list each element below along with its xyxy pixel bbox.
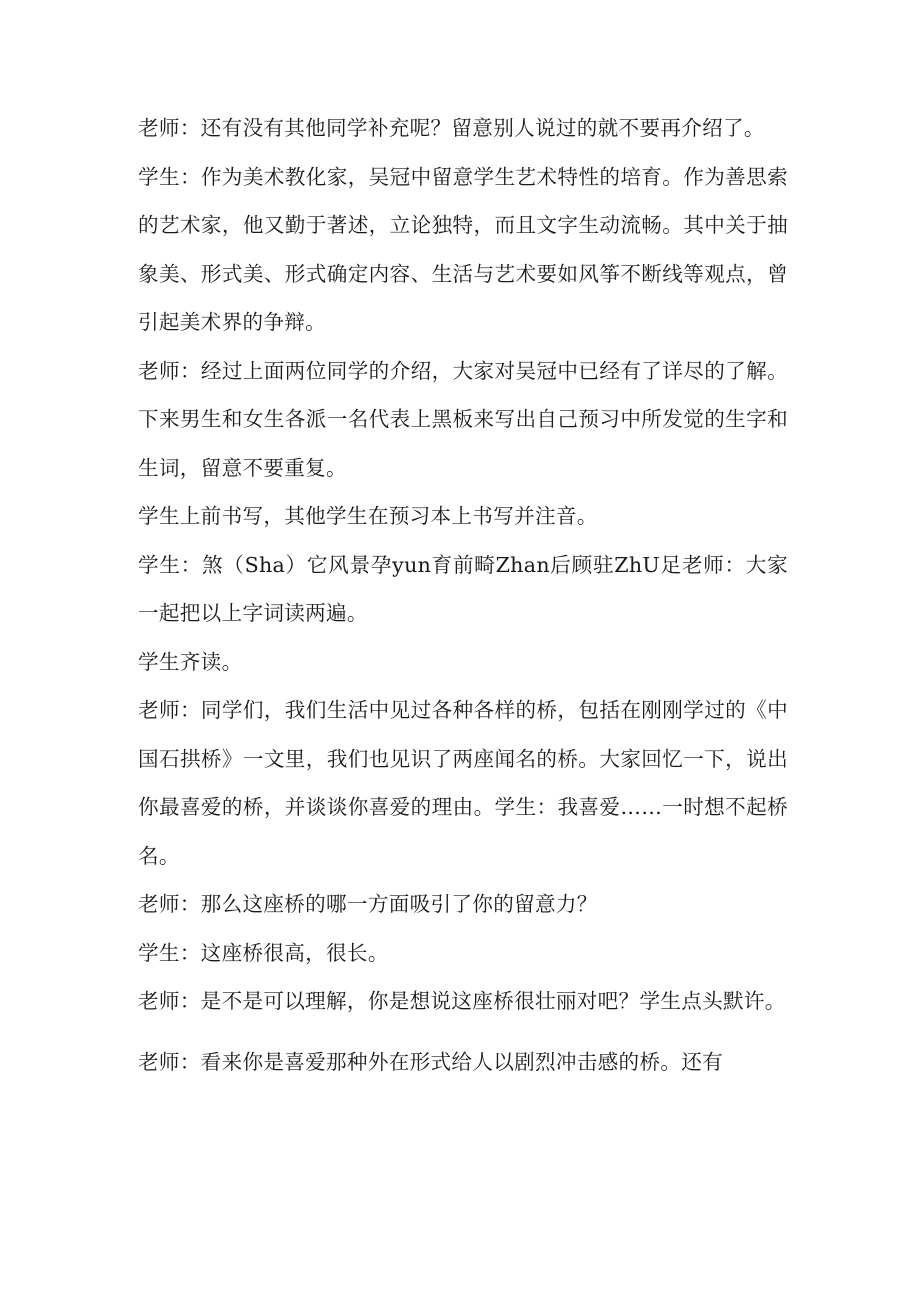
paragraph-students-read: 学生齐读。 — [138, 649, 243, 674]
paragraph-teacher-ask-supplement: 老师：还有没有其他同学补充呢？留意别人说过的就不要再介绍了。 — [138, 116, 765, 140]
paragraph-student-wu-guanzhong: 学生：作为美术教化家，吴冠中留意学生艺术特性的培育。作为善思索的艺术家，他又勤于著述，立论独特，而且文字生动流畅。其中关于抽象美、形式美、形式确定内容、生活与艺术要如风筝不断线等观点，曾引起美术界的争辩。 — [138, 164, 788, 334]
paragraph-teacher-impact: 老师：看来你是喜爱那种外在形式给人以剧烈冲击感的桥。还有 — [138, 1049, 724, 1074]
paragraph-student-vocabulary: 学生：煞（Sha）它风景孕yun育前畸Zhan后顾驻ZhU足老师：大家一起把以上字词读两遍。 — [138, 552, 788, 625]
document-body — [138, 104, 788, 1086]
paragraph-student-bridge-tall: 学生：这座桥很高，很长。 — [138, 940, 389, 965]
paragraph-teacher-bridges: 老师：同学们，我们生活中见过各种各样的桥，包括在刚刚学过的《中国石拱桥》一文里，我们也见识了两座闻名的桥。大家回忆一下，说出你最喜爱的桥，并谈谈你喜爱的理由。学生：我喜爱……一时想不起桥名。 — [138, 698, 788, 868]
paragraph-teacher-new-words: 老师：经过上面两位同学的介绍，大家对吴冠中已经有了详尽的了解。下来男生和女生各派一名代表上黑板来写出自己预习中所发觉的生字和生词，留意不要重复。 — [138, 358, 788, 480]
paragraph-teacher-magnificent: 老师：是不是可以理解，你是想说这座桥很壮丽对吧？学生点头默许。 — [138, 989, 786, 1013]
paragraph-students-write: 学生上前书写，其他学生在预习本上书写并注音。 — [138, 504, 598, 528]
paragraph-teacher-attention: 老师：那么这座桥的哪一方面吸引了你的留意力？ — [138, 892, 598, 916]
